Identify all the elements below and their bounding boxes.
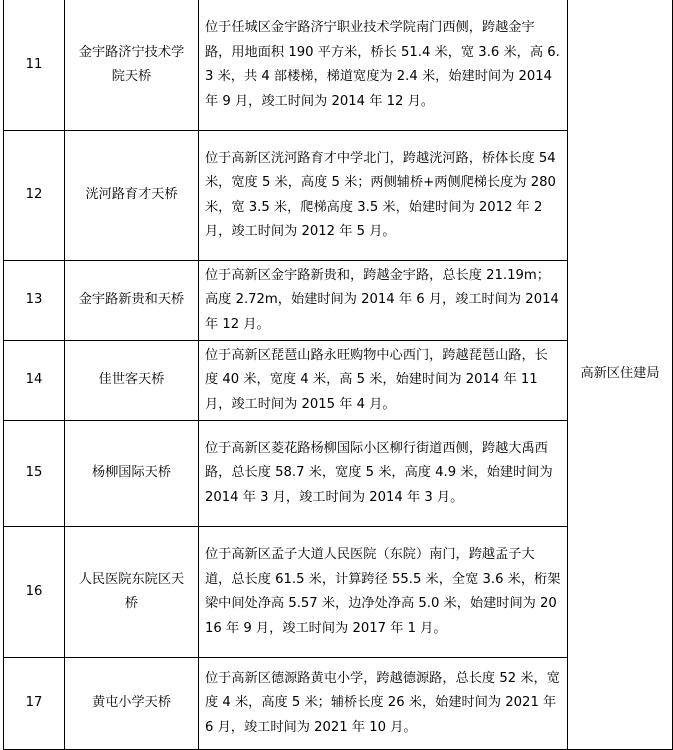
bridge-description: 位于高新区孟子大道人民医院（东院）南门，跨越孟子大道，总长度 61.5 米，计算跨径 55.5 米，全宽 3.6 米，桁架梁中间处净高 5.57 米，边净处净高 5.0 米，始建时间为 2016 年 9 月，竣工时间为 2017 年 1 月。 xyxy=(199,527,568,658)
department-text: 高新区住建局 xyxy=(580,366,660,382)
bridge-description: 位于高新区金宇路新贵和，跨越金宇路，总长度 21.19m；高度 2.72m，始建时间为 2014 年 6 月，竣工时间为 2014 年 12 月。 xyxy=(199,261,568,341)
bridge-name: 佳世客天桥 xyxy=(65,341,199,421)
row-number: 17 xyxy=(4,658,65,750)
bridge-description: 位于高新区德源路黄屯小学，跨越德源路，总长度 52 米，宽度 4 米，高度 5 米；辅桥长度 26 米，始建时间为 2021 年 6 月，竣工时间为 2021 年 10 月。 xyxy=(199,658,568,750)
bridge-description: 位于高新区菱花路杨柳国际小区柳行街道西侧，跨越大禹西路，总长度 58.7 米，宽度 5 米，高度 4.9 米，始建时间为 2014 年 3 月，竣工时间为 2014 年 3 月。 xyxy=(199,421,568,527)
row-number: 14 xyxy=(4,341,65,421)
row-number: 13 xyxy=(4,261,65,341)
table-row xyxy=(4,0,673,131)
bridge-name: 人民医院东院区天桥 xyxy=(65,527,199,658)
bridge-name: 黄屯小学天桥 xyxy=(65,658,199,750)
bridge-name: 杨柳国际天桥 xyxy=(65,421,199,527)
row-number: 16 xyxy=(4,527,65,658)
bridge-name: 洸河路育才天桥 xyxy=(65,131,199,261)
row-number: 11 xyxy=(4,0,65,131)
bridge-description: 位于高新区琵琶山路永旺购物中心西门，跨越琵琶山路，长度 40 米，宽度 4 米，高 5 米，始建时间为 2014 年 11 月，竣工时间为 2015 年 4 月。 xyxy=(199,341,568,421)
bridge-info-table xyxy=(3,0,673,750)
row-number: 12 xyxy=(4,131,65,261)
responsible-department xyxy=(568,0,673,750)
bridge-description: 位于任城区金宇路济宁职业技术学院南门西侧，跨越金宇路，用地面积 190 平方米，桥长 51.4 米，宽 3.6 米，高 6.3 米，共 4 部楼梯，梯道宽度为 2.4 米，始建时间为 2014 年 9 月，竣工时间为 2014 年 12 月。 xyxy=(199,0,568,131)
bridge-name: 金宇路济宁技术学院天桥 xyxy=(65,0,199,131)
bridge-description: 位于高新区洸河路育才中学北门，跨越洸河路，桥体长度 54 米，宽度 5 米，高度 5 米；两侧辅桥+两侧爬梯长度为 280 米，宽 3.5 米，爬梯高度 3.5 米，始建时间为 2012 年 2 月，竣工时间为 2012 年 5 月。 xyxy=(199,131,568,261)
bridge-name: 金宇路新贵和天桥 xyxy=(65,261,199,341)
row-number: 15 xyxy=(4,421,65,527)
